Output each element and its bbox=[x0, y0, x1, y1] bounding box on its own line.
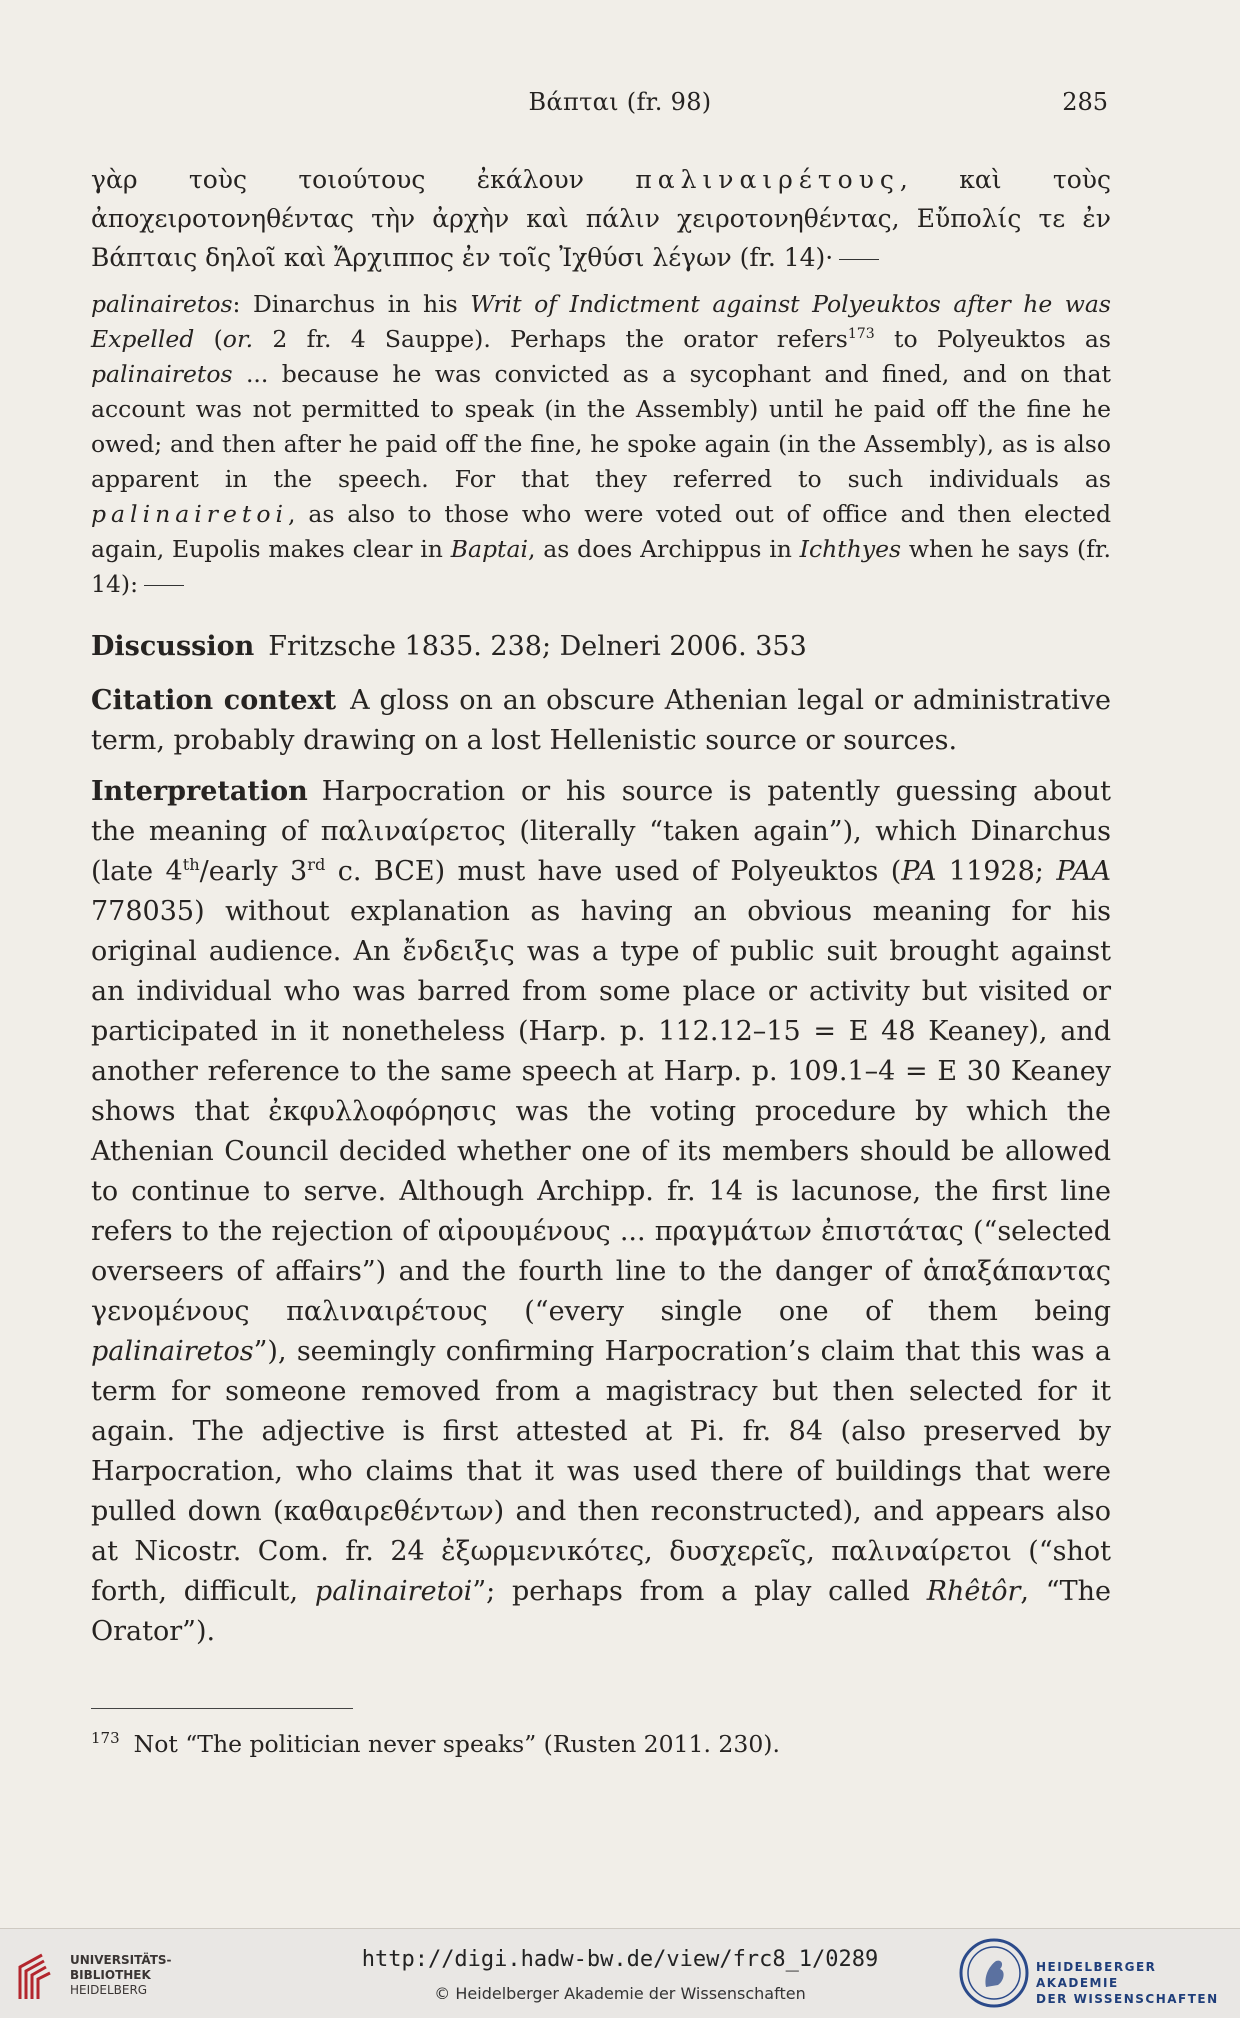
footnote-ref: 173 bbox=[847, 326, 875, 343]
translation-lemma: palinairetos bbox=[91, 290, 233, 318]
running-title: Βάπται (fr. 98) bbox=[528, 88, 712, 116]
citation-context-section bbox=[91, 681, 1111, 761]
copyright-notice: © Heidelberger Akademie der Wissenschaften bbox=[434, 1984, 806, 2003]
translation-passage: palinairetos: Dinarchus in his Writ of Indictment against Polyeuktos after he was Expelled (or. 2 fr. 4 Sauppe). Perhaps the orator refers$^{173}$ to Polyeuktos as palinairetos ... because he was convicted as a sycophant and fined, and on that account was not permitted to speak (in the Assembly) until he paid off the fine he owed; and then after he paid off the fine, he spoke again (in the Assembly), as is also apparent in the speech. For that they referred to such individuals as palinairetoi, as also to those who were voted out of office and then elected again, Eupolis makes clear in Baptai, as does Archippus in Ichthyes when he says (fr. 14): bbox=[91, 290, 1111, 598]
greek-passage bbox=[91, 160, 1111, 277]
citation-context-text: A gloss on an obscure Athenian legal or administrative term, probably drawing on a lost Hellenistic source or sources. bbox=[91, 685, 1111, 756]
work-title: Writ of Indictment against Polyeuktos after he was Expelled bbox=[91, 290, 1111, 353]
academy-seal-icon bbox=[958, 1937, 1030, 2009]
discussion-text: Fritzsche 1835. 238; Delneri 2006. 353 bbox=[268, 631, 807, 662]
spaced-term: palinairetoi bbox=[91, 500, 288, 528]
greek-spaced-word: παλιναιρέτους bbox=[635, 165, 900, 194]
footnote-number: 173 bbox=[91, 1729, 120, 1748]
university-library-name: UNIVERSITÄTS- BIBLIOTHEK HEIDELBERG bbox=[70, 1953, 172, 1997]
greek-text-start: γὰρ τοὺς τοιούτους ἐκάλουν bbox=[91, 165, 636, 194]
footnote-text: Not “The politician never speaks” (Rusten 2011. 230). bbox=[133, 1730, 780, 1758]
lacuna-dash bbox=[839, 259, 879, 260]
academy-name: HEIDELBERGER AKADEMIE DER WISSENSCHAFTEN bbox=[1036, 1960, 1219, 2006]
page-number: 285 bbox=[1062, 88, 1108, 116]
greek-text-rest: , καὶ τοὺς ἀποχειροτονηθέντας τὴν ἀρχὴν καὶ πάλιν χειροτονηθέντας, Εὔπολίς τε ἐν Βάπταις δηλοῖ καὶ Ἄρχιππος ἐν τοῖς Ἰχθύσι λέγων (fr. 14)· bbox=[91, 165, 1111, 272]
discussion-label: Discussion bbox=[91, 631, 255, 662]
interpretation-section: Interpretation Harpocration or his source is patently guessing about the meaning of παλιναίρετος (literally “taken again”), which Dinarchus (late 4th/early 3rd c. BCE) must have used of Polyeuktos (PA 11928; PAA 778035) without explanation as having an obvious meaning for his original audience. An ἔνδειξις was a type of public suit brought against an individual who was barred from some place or activity but visited or participated in it nonetheless (Harp. p. 112.12–15 = E 48 Keaney), and another reference to the same speech at Harp. p. 109.1–4 = E 30 Keaney shows that ἐκφυλλοφόρησις was the voting procedure by which the Athenian Council decided whether one of its members should be allowed to continue to serve. Although Archipp. fr. 14 is lacunose, the first line refers to the rejection of αἱρουμένους ... πραγμάτων ἐπιστάτας (“selected overseers of affairs”) and the fourth line to the danger of ἁπαξάπαντας γενομένους παλιναιρέτους (“every single one of them being palinairetos”), seemingly confirming Harpocration’s claim that this was a term for someone removed from a magistracy but then selected for it again. The adjective is first attested at Pi. fr. 84 (also preserved by Harpocration, who claims that it was used there of buildings that were pulled down (καθαιρεθέντων) and then reconstructed), and appears also at Nicostr. Com. fr. 24 ἐξωρμενικότες, δυσχερεῖς, παλιναίρετοι (“shot forth, difficult, palinairetoi”; perhaps from a play called Rhêtôr, “The Orator”). bbox=[91, 776, 1111, 1647]
digitization-footer bbox=[0, 1928, 1240, 2018]
discussion-section bbox=[91, 627, 1111, 667]
footnote-rule bbox=[91, 1708, 353, 1709]
interpretation-label: Interpretation bbox=[91, 776, 308, 807]
citation-context-label: Citation context bbox=[91, 685, 337, 716]
lacuna-dash-2 bbox=[144, 585, 184, 586]
footnote bbox=[91, 1728, 780, 1760]
source-url-link[interactable]: http://digi.hadw-bw.de/view/frc8_1/0289 bbox=[361, 1947, 879, 1972]
